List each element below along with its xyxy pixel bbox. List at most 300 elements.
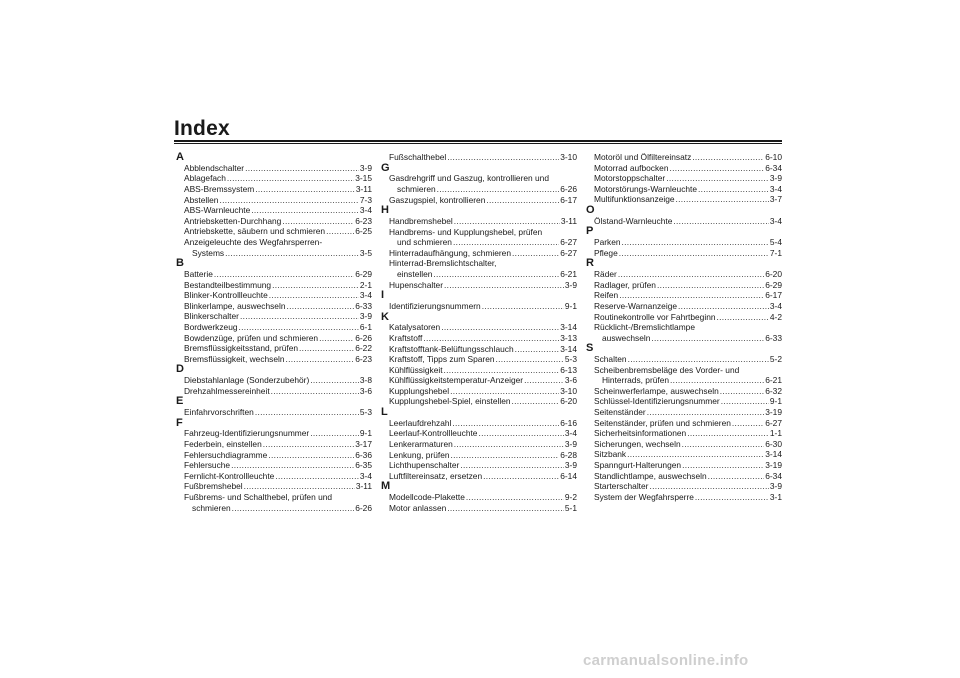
index-entry xyxy=(586,163,782,174)
dot-leader xyxy=(708,471,765,482)
index-page-number: 6-27 xyxy=(765,417,782,428)
index-page-number: 3-9 xyxy=(359,311,372,322)
index-entry-first-line: Rücklicht-/Bremslichtlampe xyxy=(594,322,695,333)
index-page-number: 6-29 xyxy=(765,279,782,290)
index-entry xyxy=(586,173,782,184)
dot-leader xyxy=(225,248,359,259)
index-entry xyxy=(381,450,577,461)
index-page-number: 6-34 xyxy=(765,162,782,173)
index-entry xyxy=(176,311,372,322)
index-page-number: 3-14 xyxy=(765,449,782,460)
dot-leader xyxy=(433,269,559,280)
index-entry xyxy=(176,301,372,312)
index-entry-text: Blinker-Kontrollleuchte xyxy=(184,290,268,301)
index-page-number: 5-4 xyxy=(769,237,782,248)
index-entry-continuation xyxy=(381,269,577,280)
index-entry xyxy=(381,428,577,439)
dot-leader xyxy=(263,439,354,450)
dot-leader xyxy=(444,280,564,291)
index-entry-continuation xyxy=(381,184,577,195)
index-letter-heading: E xyxy=(176,395,184,408)
index-page-number: 3-4 xyxy=(769,183,782,194)
index-entry xyxy=(176,354,372,365)
index-entry xyxy=(586,280,782,291)
index-entry-first-line: Gasdrehgriff und Gaszug, kontrollieren und xyxy=(389,173,549,184)
index-letter-heading: P xyxy=(586,225,594,238)
index-page-number: 6-30 xyxy=(765,438,782,449)
index-entry-text: Lenkerarmaturen xyxy=(389,439,453,450)
index-page-number: 3-4 xyxy=(359,470,372,481)
index-page-number: 9-1 xyxy=(769,396,782,407)
index-entry-text: Modellcode-Plakette xyxy=(389,492,465,503)
index-page-number: 3-11 xyxy=(355,481,372,492)
index-page-number: 3-4 xyxy=(359,290,372,301)
dot-leader xyxy=(717,312,769,323)
index-page-number: 3-11 xyxy=(355,183,372,194)
index-entry-text: Bordwerkzeug xyxy=(184,321,238,332)
page-title: Index xyxy=(174,117,230,140)
title-rule-thin xyxy=(174,143,782,144)
index-entry-text: Kraftstoff xyxy=(389,332,423,343)
dot-leader xyxy=(678,301,769,312)
index-entry-text: Pflege xyxy=(594,247,618,258)
dot-leader xyxy=(447,152,559,163)
index-entry-text: Fehlersuchdiagramme xyxy=(184,449,268,460)
index-page-number: 3-4 xyxy=(359,205,372,216)
index-entry-text: Diebstahlanlage (Sonderzubehör) xyxy=(184,375,310,386)
index-entry xyxy=(176,184,372,195)
dot-leader xyxy=(326,226,354,237)
index-page-number: 2-1 xyxy=(359,279,372,290)
index-page-number: 6-34 xyxy=(765,470,782,481)
index-entry xyxy=(176,269,372,280)
index-entry xyxy=(381,365,577,376)
index-entry-text: Sitzbank xyxy=(594,449,627,460)
dot-leader xyxy=(732,418,764,429)
index-entry-text: Fernlicht-Kontrollleuchte xyxy=(184,470,275,481)
dot-leader xyxy=(251,205,359,216)
index-page-number: 3-5 xyxy=(359,247,372,258)
index-entry xyxy=(176,205,372,216)
index-entry xyxy=(381,354,577,365)
index-page-number: 6-23 xyxy=(355,215,372,226)
index-page-number: 6-26 xyxy=(560,183,577,194)
index-page-number: 6-29 xyxy=(355,268,372,279)
dot-leader xyxy=(682,460,764,471)
index-entry-text: Bremsflüssigkeitsstand, prüfen xyxy=(184,343,299,354)
index-entry xyxy=(586,481,782,492)
index-page-number: 6-13 xyxy=(560,364,577,375)
index-entry xyxy=(586,301,782,312)
index-entry-text: Motorstörungs-Warnleuchte xyxy=(594,183,698,194)
dot-leader xyxy=(721,396,769,407)
index-entry xyxy=(176,216,372,227)
dot-leader xyxy=(227,173,354,184)
dot-leader xyxy=(695,492,769,503)
index-entry-text: Routinekontrolle vor Fahrtbeginn xyxy=(594,311,716,322)
index-entry xyxy=(176,195,372,206)
index-entry-text: Radlager, prüfen xyxy=(594,279,656,290)
index-entry-text: Ölstand-Warnleuchte xyxy=(594,215,673,226)
index-entry-text: schmieren xyxy=(192,502,231,513)
index-entry-text: Hinterrads, prüfen xyxy=(602,375,670,386)
index-entry xyxy=(381,492,577,503)
dot-leader xyxy=(627,449,764,460)
index-entry-text: Bremsflüssigkeit, wechseln xyxy=(184,353,285,364)
index-page-number: 6-27 xyxy=(560,237,577,248)
index-letter-heading: R xyxy=(586,257,594,270)
index-page-number: 6-26 xyxy=(355,332,372,343)
index-entry xyxy=(176,280,372,291)
index-entry-text: Schalten xyxy=(594,354,627,365)
index-letter-heading: B xyxy=(176,257,184,270)
dot-leader xyxy=(666,173,769,184)
dot-leader xyxy=(460,460,564,471)
index-page-number: 3-6 xyxy=(359,385,372,396)
index-entry-text: Antriebskette, säubern und schmieren xyxy=(184,226,326,237)
dot-leader xyxy=(670,163,765,174)
index-letter-heading: S xyxy=(586,342,594,355)
index-entry xyxy=(381,439,577,450)
index-column-3 xyxy=(586,152,782,502)
index-letter-heading: A xyxy=(176,151,184,163)
dot-leader xyxy=(214,269,354,280)
index-entry xyxy=(176,343,372,354)
index-page-number: 6-35 xyxy=(355,460,372,471)
index-page-number: 6-16 xyxy=(560,417,577,428)
index-entry xyxy=(586,354,782,365)
index-entry xyxy=(176,428,372,439)
index-entry xyxy=(176,471,372,482)
index-entry xyxy=(176,481,372,492)
index-entry xyxy=(586,418,782,429)
dot-leader xyxy=(244,481,355,492)
index-page-number: 3-8 xyxy=(359,375,372,386)
index-entry xyxy=(176,173,372,184)
dot-leader xyxy=(286,301,354,312)
index-entry-text: Blinkerlampe, auswechseln xyxy=(184,300,286,311)
index-entry-text: Scheinwerferlampe, auswechseln xyxy=(594,385,719,396)
index-entry-continuation xyxy=(586,333,782,344)
dot-leader xyxy=(239,322,359,333)
index-page-number: 3-13 xyxy=(560,332,577,343)
index-entry xyxy=(381,152,577,163)
index-entry-text: und schmieren xyxy=(397,237,452,248)
index-entry-text: ABS-Warnleuchte xyxy=(184,205,251,216)
dot-leader xyxy=(271,386,359,397)
index-entry xyxy=(586,492,782,503)
index-letter-heading: D xyxy=(176,363,184,376)
index-entry-text: Bestandteilbestimmung xyxy=(184,279,272,290)
index-entry xyxy=(381,460,577,471)
index-entry-text: Motor anlassen xyxy=(389,502,447,513)
index-page-number: 9-1 xyxy=(564,300,577,311)
index-page-number: 3-10 xyxy=(560,385,577,396)
index-letter-heading: I xyxy=(381,289,385,302)
index-page-number: 3-11 xyxy=(560,215,577,226)
index-entry xyxy=(381,195,577,206)
index-page-number: 3-1 xyxy=(769,491,782,502)
index-entry xyxy=(381,418,577,429)
index-page-number: 6-33 xyxy=(355,300,372,311)
dot-leader xyxy=(269,290,359,301)
index-page-number: 6-36 xyxy=(355,449,372,460)
index-entry-text: schmieren xyxy=(397,183,436,194)
dot-leader xyxy=(676,194,769,205)
dot-leader xyxy=(628,354,769,365)
index-entry-text: Motorstoppschalter xyxy=(594,173,666,184)
dot-leader xyxy=(232,503,355,514)
dot-leader xyxy=(512,396,560,407)
index-entry xyxy=(381,216,577,227)
index-entry-text: Seitenständer xyxy=(594,407,646,418)
index-entry-text: Fußbremshebel xyxy=(184,481,243,492)
dot-leader xyxy=(444,365,560,376)
index-entry-text: Systems xyxy=(192,247,225,258)
index-entry-first-line: Fußbrems- und Schalthebel, prüfen und xyxy=(184,492,333,503)
index-entry xyxy=(176,450,372,461)
index-entry xyxy=(586,237,782,248)
index-entry xyxy=(586,471,782,482)
index-entry xyxy=(176,163,372,174)
index-page-number: 3-9 xyxy=(564,279,577,290)
index-entry-continuation xyxy=(176,248,372,259)
index-entry-text: ABS-Bremssystem xyxy=(184,183,255,194)
index-entry-text: Seitenständer, prüfen und schmieren xyxy=(594,417,731,428)
index-entry-continuation xyxy=(176,503,372,514)
index-page-number: 6-25 xyxy=(355,226,372,237)
index-entry-text: Leerlaufdrehzahl xyxy=(389,417,452,428)
index-entry xyxy=(586,194,782,205)
index-column-2 xyxy=(381,152,577,513)
index-letter-heading: O xyxy=(586,203,595,216)
index-page-number: 6-32 xyxy=(765,385,782,396)
index-letter-heading: M xyxy=(381,480,391,493)
index-entry-text: Hinterradaufhängung, schmieren xyxy=(389,247,511,258)
index-entry-text: Fehlersuche xyxy=(184,460,231,471)
dot-leader xyxy=(231,460,354,471)
index-entry-text: Abblendschalter xyxy=(184,162,245,173)
index-entry-text: Handbremshebel xyxy=(389,215,453,226)
index-entry xyxy=(176,333,372,344)
index-page-number: 3-4 xyxy=(769,215,782,226)
index-page-number: 6-17 xyxy=(765,290,782,301)
index-page-number: 4-2 xyxy=(769,311,782,322)
dot-leader xyxy=(682,439,765,450)
index-entry xyxy=(586,449,782,460)
dot-leader xyxy=(670,375,764,386)
index-entry-text: Federbein, einstellen xyxy=(184,439,262,450)
index-entry xyxy=(381,375,577,386)
dot-leader xyxy=(496,354,564,365)
title-rule xyxy=(174,140,782,142)
index-letter-heading: F xyxy=(176,416,183,429)
index-entry-text: Hupenschalter xyxy=(389,279,444,290)
index-entry-text: Identifizierungsnummern xyxy=(389,300,481,311)
dot-leader xyxy=(619,248,769,259)
index-page-number: 3-9 xyxy=(564,460,577,471)
index-page-number: 3-7 xyxy=(769,194,782,205)
index-entry-text: einstellen xyxy=(397,268,433,279)
index-page-number: 6-21 xyxy=(560,268,577,279)
dot-leader xyxy=(524,375,564,386)
index-entry-text: Reifen xyxy=(594,290,619,301)
index-entry-text: auswechseln xyxy=(602,332,651,343)
dot-leader xyxy=(651,333,764,344)
dot-leader xyxy=(622,237,769,248)
index-entry xyxy=(586,396,782,407)
index-entry-text: Motorrad aufbocken xyxy=(594,162,669,173)
index-entry xyxy=(381,471,577,482)
dot-leader xyxy=(447,503,564,514)
dot-leader xyxy=(286,354,355,365)
index-entry-text: Reserve-Warnanzeige xyxy=(594,300,678,311)
index-entry-text: Kraftstofftank-Belüftungsschlauch xyxy=(389,343,514,354)
dot-leader xyxy=(649,481,768,492)
index-entry-text: Spanngurt-Halterungen xyxy=(594,460,682,471)
index-entry-text: Fußschalthebel xyxy=(389,152,447,162)
index-entry-text: Kupplungshebel xyxy=(389,385,450,396)
index-entry xyxy=(381,301,577,312)
index-entry xyxy=(586,184,782,195)
index-column-1 xyxy=(176,152,372,513)
index-entry-text: Kupplungshebel-Spiel, einstellen xyxy=(389,396,511,407)
dot-leader xyxy=(698,184,769,195)
index-page-number: 3-9 xyxy=(769,481,782,492)
index-letter-heading: L xyxy=(381,406,388,419)
index-page-number: 6-23 xyxy=(355,353,372,364)
index-page-number: 3-9 xyxy=(359,162,372,173)
index-page-number: 3-9 xyxy=(769,173,782,184)
index-entry-first-line: Hinterrad-Bremslichtschalter, xyxy=(389,258,497,269)
index-entry-text: Starterschalter xyxy=(594,481,649,492)
index-entry-text: Kraftstoff, Tipps zum Sparen xyxy=(389,354,495,365)
index-entry xyxy=(586,290,782,301)
index-page-number: 5-2 xyxy=(769,354,782,365)
index-entry xyxy=(586,428,782,439)
index-page-number: 6-20 xyxy=(765,269,782,280)
index-entry-text: Räder xyxy=(594,269,617,280)
index-entry xyxy=(381,322,577,333)
dot-leader xyxy=(255,407,359,418)
index-entry xyxy=(176,226,372,237)
dot-leader xyxy=(255,184,355,195)
index-entry xyxy=(381,280,577,291)
dot-leader xyxy=(240,311,359,322)
dot-leader xyxy=(483,471,559,482)
index-entry xyxy=(586,248,782,259)
index-entry xyxy=(176,375,372,386)
index-entry-text: Ablagefach xyxy=(184,173,226,184)
index-entry xyxy=(176,460,372,471)
index-entry-text: Fahrzeug-Identifizierungsnummer xyxy=(184,428,310,439)
index-entry-continuation xyxy=(586,375,782,386)
index-page-number: 6-17 xyxy=(560,194,577,205)
index-entry xyxy=(381,333,577,344)
dot-leader xyxy=(687,428,769,439)
index-entry xyxy=(586,460,782,471)
index-entry-text: Standlichtlampe, auswechseln xyxy=(594,470,707,481)
index-page-number: 3-15 xyxy=(355,173,372,184)
index-page-number: 3-6 xyxy=(564,375,577,386)
dot-leader xyxy=(618,269,764,280)
dot-leader xyxy=(454,216,560,227)
dot-leader xyxy=(282,216,354,227)
index-entry xyxy=(176,290,372,301)
dot-leader xyxy=(451,450,560,461)
dot-leader xyxy=(319,333,354,344)
index-page-number: 3-4 xyxy=(769,300,782,311)
dot-leader xyxy=(720,386,764,397)
index-page-number: 3-10 xyxy=(560,152,577,162)
index-page-number: 7-1 xyxy=(769,247,782,258)
index-entry xyxy=(381,386,577,397)
index-entry-text: Multifunktionsanzeige xyxy=(594,194,675,205)
index-entry-text: Antriebsketten-Durchhang xyxy=(184,215,282,226)
index-entry xyxy=(586,216,782,227)
index-entry-text: Parken xyxy=(594,237,621,248)
index-page-number: 3-19 xyxy=(765,460,782,471)
index-entry-text: Drehzahlmessereinheit xyxy=(184,385,270,396)
index-page-number: 6-1 xyxy=(359,321,372,332)
index-page-number: 5-3 xyxy=(564,354,577,365)
index-entry xyxy=(381,503,577,514)
index-entry-text: Bowdenzüge, prüfen und schmieren xyxy=(184,332,319,343)
index-entry-continuation xyxy=(381,237,577,248)
dot-leader xyxy=(437,184,560,195)
dot-leader xyxy=(619,290,764,301)
index-page-number: 9-2 xyxy=(564,492,577,503)
index-page-number: 7-3 xyxy=(359,194,372,205)
dot-leader xyxy=(673,216,769,227)
index-entry xyxy=(586,269,782,280)
dot-leader xyxy=(272,280,359,291)
index-entry-text: Batterie xyxy=(184,268,213,279)
index-entry-text: Lichthupenschalter xyxy=(389,460,460,471)
index-page-number: 6-26 xyxy=(355,502,372,513)
index-page-number: 6-14 xyxy=(560,470,577,481)
index-entry xyxy=(176,322,372,333)
dot-leader xyxy=(515,344,560,355)
index-entry-text: Luftfiltereinsatz, ersetzen xyxy=(389,470,483,481)
index-page-number: 9-1 xyxy=(359,428,372,439)
index-letter-heading: H xyxy=(381,204,389,217)
dot-leader xyxy=(657,280,764,291)
dot-leader xyxy=(512,248,559,259)
watermark-text: carmanualsonline.info xyxy=(583,652,749,669)
index-entry xyxy=(586,152,782,163)
index-page-number: 6-33 xyxy=(765,332,782,343)
index-entry-text: Lenkung, prüfen xyxy=(389,449,450,460)
index-entry-text: Katalysatoren xyxy=(389,322,441,333)
index-page-number: 6-21 xyxy=(765,375,782,386)
index-entry-text: Sicherungen, wechseln xyxy=(594,438,681,449)
index-page-number: 3-9 xyxy=(564,439,577,450)
index-page-number: 6-27 xyxy=(560,247,577,258)
dot-leader xyxy=(692,152,764,163)
dot-leader xyxy=(647,407,765,418)
index-entry xyxy=(176,386,372,397)
dot-leader xyxy=(310,375,359,386)
index-entry-text: Schlüssel-Identifizierungsnummer xyxy=(594,396,720,407)
index-page-number: 3-17 xyxy=(355,439,372,450)
index-entry xyxy=(381,248,577,259)
index-entry-text: Sicherheitsinformationen xyxy=(594,428,687,439)
dot-leader xyxy=(275,471,359,482)
index-entry-first-line: Scheibenbremsbeläge des Vorder- und xyxy=(594,364,740,375)
index-entry-text: Gaszugspiel, kontrollieren xyxy=(389,194,486,205)
index-page-number: 5-3 xyxy=(359,407,372,418)
